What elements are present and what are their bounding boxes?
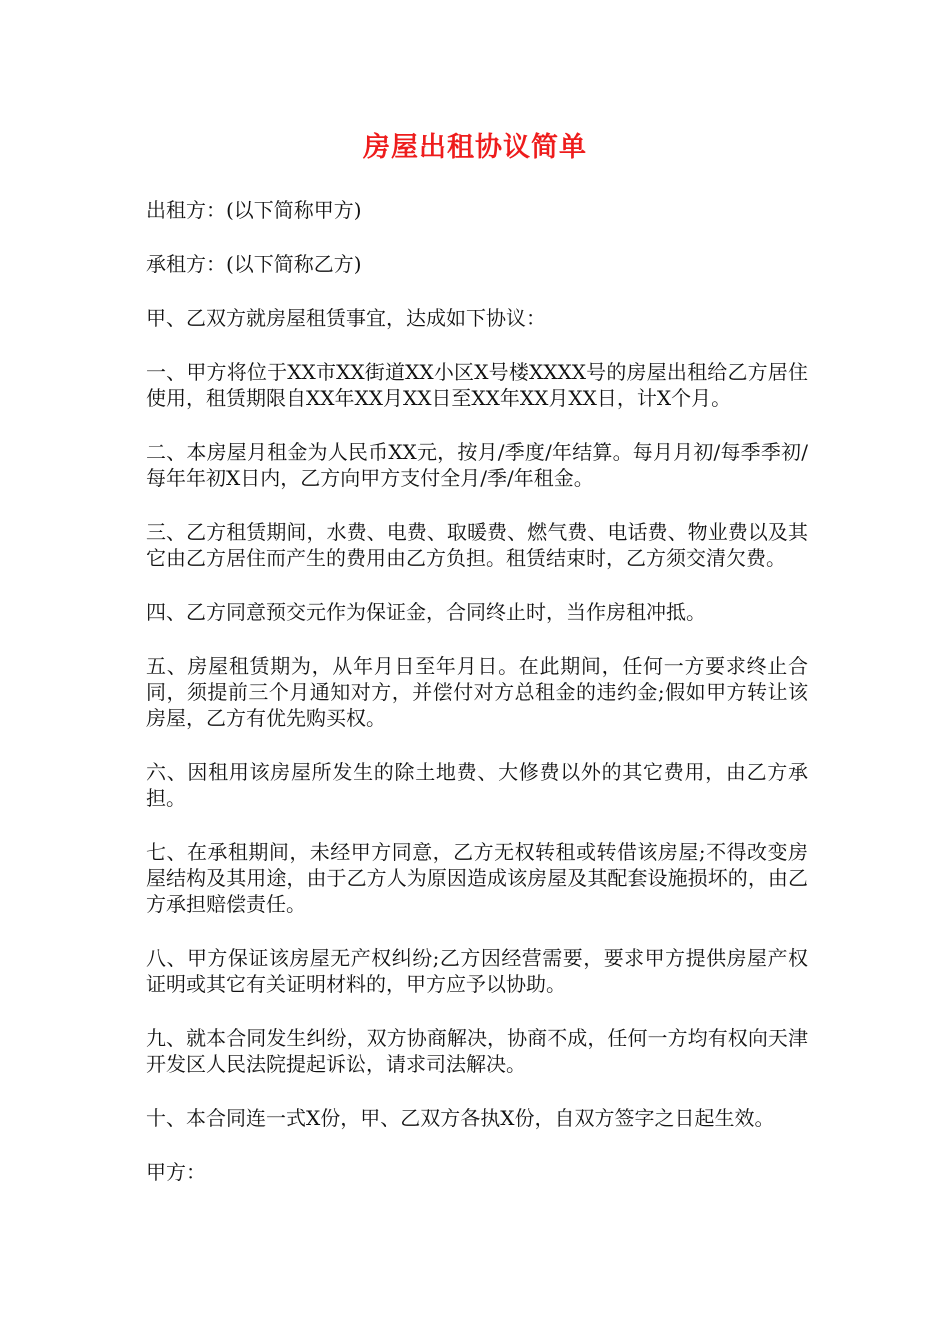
paragraph-lessor: 出租方：(以下简称甲方) bbox=[146, 198, 362, 222]
paragraph-lessee: 承租方：(以下简称乙方) bbox=[146, 252, 362, 276]
paragraph-clause-9: 九、就本合同发生纠纷，双方协商解决，协商不成，任何一方均有权向天津开发区人民法院提起诉讼，请求司法解决。 bbox=[146, 1026, 808, 1076]
paragraph-clause-4: 四、乙方同意预交元作为保证金，合同终止时，当作房租冲抵。 bbox=[146, 600, 706, 624]
paragraph-clause-5: 五、房屋租赁期为，从年月日至年月日。在此期间，任何一方要求终止合同，须提前三个月通知对方，并偿付对方总租金的违约金;假如甲方转让该房屋，乙方有优先购买权。 bbox=[146, 654, 808, 730]
paragraph-clause-1: 一、甲方将位于XX市XX街道XX小区X号楼XXXX号的房屋出租给乙方居住使用，租赁期限自XX年XX月XX日至XX年XX月XX日，计X个月。 bbox=[146, 360, 808, 410]
paragraph-clause-3: 三、乙方租赁期间，水费、电费、取暖费、燃气费、电话费、物业费以及其它由乙方居住而产生的费用由乙方负担。租赁结束时，乙方须交清欠费。 bbox=[146, 520, 808, 570]
document-title: 房屋出租协议简单 bbox=[363, 132, 587, 163]
document-body bbox=[146, 197, 808, 1213]
paragraph-intro: 甲、乙双方就房屋租赁事宜，达成如下协议： bbox=[146, 306, 546, 330]
paragraph-clause-2: 二、本房屋月租金为人民币XX元，按月/季度/年结算。每月月初/每季季初/每年年初X日内，乙方向甲方支付全月/季/年租金。 bbox=[146, 440, 808, 490]
paragraph-clause-8: 八、甲方保证该房屋无产权纠纷;乙方因经营需要，要求甲方提供房屋产权证明或其它有关证明材料的，甲方应予以协助。 bbox=[146, 946, 808, 996]
paragraph-party-a-signature: 甲方： bbox=[146, 1160, 206, 1184]
paragraph-clause-7: 七、在承租期间，未经甲方同意，乙方无权转租或转借该房屋;不得改变房屋结构及其用途，由于乙方人为原因造成该房屋及其配套设施损坏的，由乙方承担赔偿责任。 bbox=[146, 840, 808, 916]
paragraph-clause-10: 十、本合同连一式X份，甲、乙双方各执X份，自双方签字之日起生效。 bbox=[146, 1106, 775, 1130]
paragraph-clause-6: 六、因租用该房屋所发生的除土地费、大修费以外的其它费用，由乙方承担。 bbox=[146, 760, 808, 810]
